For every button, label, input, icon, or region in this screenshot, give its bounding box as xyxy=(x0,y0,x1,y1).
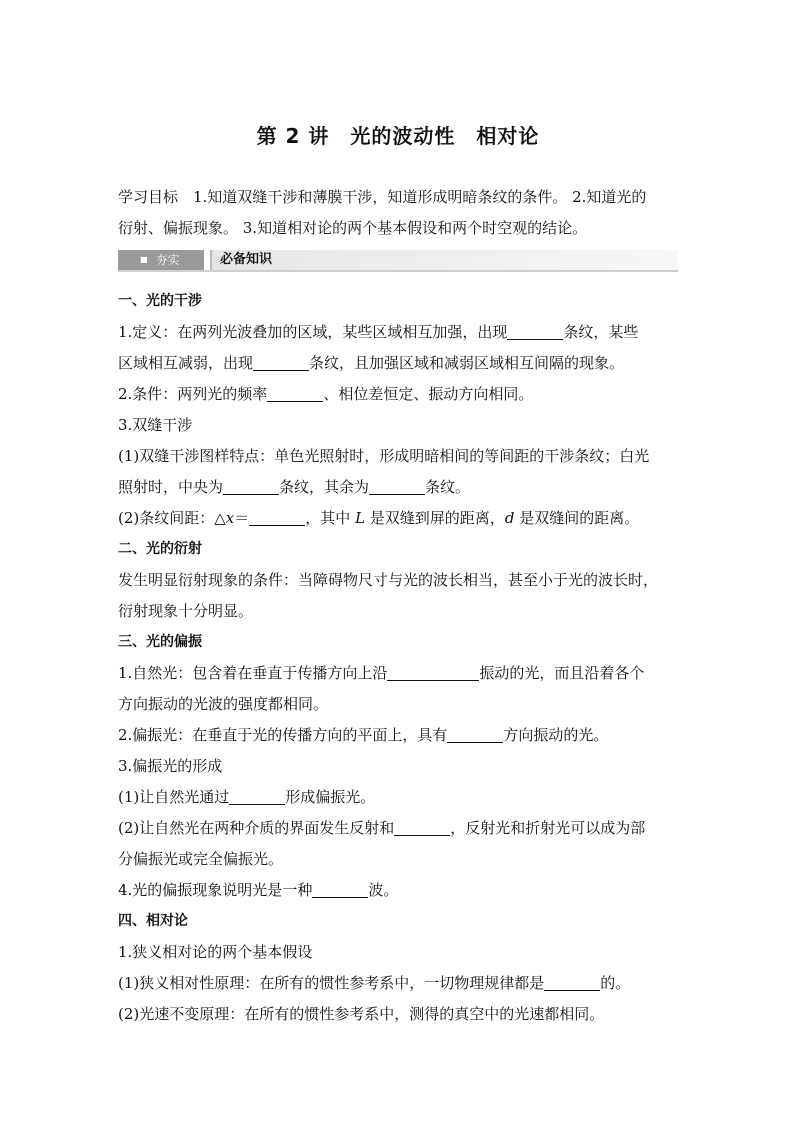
text: (1)让自然光通过 xyxy=(118,788,230,806)
diffraction-line-2: 衍射现象十分明显。 xyxy=(118,602,254,620)
learning-goals xyxy=(118,182,678,244)
light-speed-line: (2)光速不变原理：在所有的惯性参考系中，测得的真空中的光速都相同。 xyxy=(118,1005,605,1023)
text: (1)狭义相对性原理：在所有的惯性参考系中，一切物理规律都是 xyxy=(118,974,545,992)
diffraction-line-1: 发生明显衍射现象的条件：当障碍物尺寸与光的波长相当，甚至小于光的波长时， xyxy=(118,571,659,589)
fill-blank[interactable] xyxy=(223,477,279,495)
text: 2.条件：两列光的频率 xyxy=(118,385,268,403)
relativity-principle-line xyxy=(118,968,678,999)
formation-line-3: 分偏振光或完全偏振光。 xyxy=(118,850,284,868)
fill-blank[interactable] xyxy=(229,787,285,805)
text: 条纹。 xyxy=(425,478,471,496)
page-title: 第 2 讲 光的波动性 相对论 xyxy=(256,124,540,148)
fill-blank[interactable] xyxy=(253,353,309,371)
fill-blank[interactable] xyxy=(249,508,305,526)
text: 1.定义：在两列光波叠加的区域，某些区域相互加强，出现 xyxy=(118,323,508,341)
formation-line-2 xyxy=(118,813,678,844)
fill-blank[interactable] xyxy=(447,725,503,743)
section-heading-diffraction: 二、光的衍射 xyxy=(118,541,202,557)
text: 、相位差恒定、振动方向相同。 xyxy=(323,385,534,403)
text: (2)让自然光在两种介质的界面发生反射和 xyxy=(118,819,395,837)
relativity-postulates-heading: 1.狭义相对论的两个基本假设 xyxy=(118,943,313,961)
formation-line-1 xyxy=(118,782,678,813)
condition-line xyxy=(118,379,678,410)
text: (2)条纹间距：△ xyxy=(118,509,226,527)
text: ，其中 xyxy=(305,509,356,527)
text: 条纹，某些 xyxy=(563,323,639,341)
text: 是双缝间的距离。 xyxy=(514,509,640,527)
text: 条纹，且加强区域和减弱区域相互间隔的现象。 xyxy=(309,354,625,372)
variable-L: L xyxy=(355,509,366,527)
text: 波。 xyxy=(368,881,399,899)
section-banner xyxy=(118,250,678,272)
text: 是双缝到屏的距离， xyxy=(365,509,505,527)
natural-light-line-2: 方向振动的光波的强度都相同。 xyxy=(118,695,329,713)
fill-blank[interactable] xyxy=(394,818,450,836)
text: 条纹，其余为 xyxy=(279,478,370,496)
polarization-conclusion xyxy=(118,875,678,906)
bullet-icon: ■ xyxy=(140,255,148,264)
banner-tag xyxy=(118,250,204,270)
text: 1.自然光：包含着在垂直于传播方向上沿 xyxy=(118,664,388,682)
section-heading-relativity: 四、相对论 xyxy=(118,913,188,929)
banner-title: 必备知识 xyxy=(210,250,678,270)
equals-sign: ＝ xyxy=(234,509,250,527)
text: 振动的光，而且沿着各个 xyxy=(479,664,645,682)
pattern-line-2 xyxy=(118,472,678,503)
document-page xyxy=(118,120,678,1030)
pattern-line-1: (1)双缝干涉图样特点：单色光照射时，形成明暗相间的等间距的干涉条纹；白光 xyxy=(118,447,650,465)
fill-blank[interactable] xyxy=(387,663,479,681)
spacing-line xyxy=(118,503,678,534)
fill-blank[interactable] xyxy=(369,477,425,495)
text: 方向振动的光。 xyxy=(503,726,609,744)
fill-blank[interactable] xyxy=(312,880,368,898)
section-heading-polarization: 三、光的偏振 xyxy=(118,634,202,650)
variable-d: d xyxy=(504,509,515,527)
formation-heading: 3.偏振光的形成 xyxy=(118,757,223,775)
definition-line-2 xyxy=(118,348,678,379)
banner-tag-label: 夯实 xyxy=(155,253,180,267)
text: 的。 xyxy=(600,974,631,992)
text: 4.光的偏振现象说明光是一种 xyxy=(118,881,313,899)
section-heading-interference: 一、光的干涉 xyxy=(118,293,202,309)
polarized-light-line xyxy=(118,720,678,751)
fill-blank[interactable] xyxy=(267,384,323,402)
text: 2.偏振光：在垂直于光的传播方向的平面上，具有 xyxy=(118,726,448,744)
text: 形成偏振光。 xyxy=(285,788,376,806)
fill-blank[interactable] xyxy=(507,322,563,340)
fill-blank[interactable] xyxy=(544,973,600,991)
goals-line-2: 衍射、偏振现象。 3.知道相对论的两个基本假设和两个时空观的结论。 xyxy=(118,219,588,237)
variable-x: x xyxy=(225,509,235,527)
double-slit-heading: 3.双缝干涉 xyxy=(118,416,193,434)
definition-line-1 xyxy=(118,317,678,348)
text: ，反射光和折射光可以成为部 xyxy=(450,819,646,837)
text: 照射时，中央为 xyxy=(118,478,224,496)
goals-line-1: 学习目标 1.知道双缝干涉和薄膜干涉，知道形成明暗条纹的条件。 2.知道光的 xyxy=(118,188,647,206)
natural-light-line-1 xyxy=(118,658,678,689)
text: 区域相互减弱，出现 xyxy=(118,354,254,372)
